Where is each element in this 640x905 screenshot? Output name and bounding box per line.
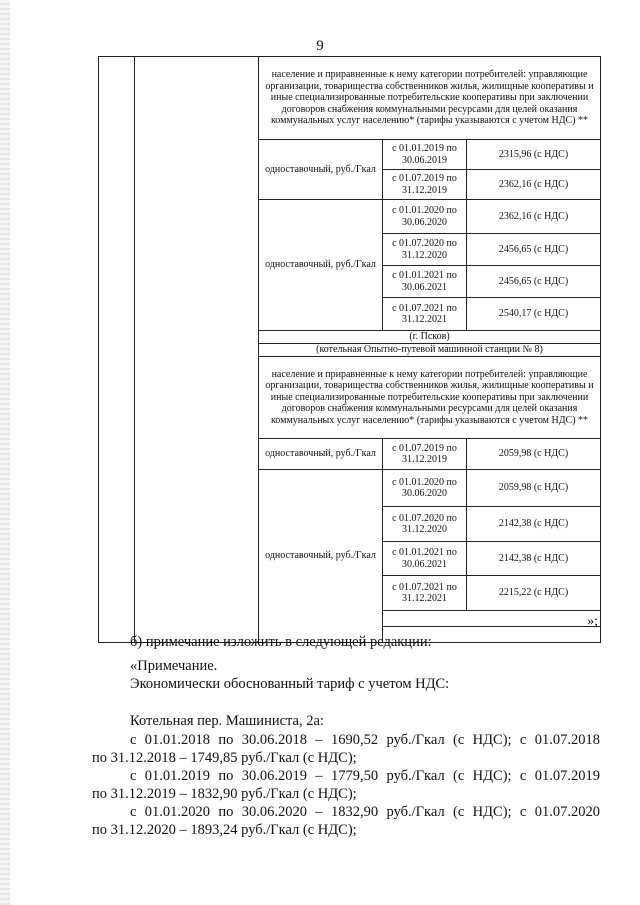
tariff-line-2020-a: с 01.01.2020 по 30.06.2020 – 1832,90 руб./Гкал (с НДС); с 01.07.2020: [130, 804, 600, 820]
period-cell: с 01.01.2019 по 30.06.2019: [383, 140, 467, 170]
scan-left-edge: [0, 0, 10, 905]
period-cell: с 01.07.2019 по 31.12.2019: [383, 170, 467, 200]
tariff-type-cell: одноставочный, руб./Гкал: [259, 439, 383, 470]
tariff-line-2019-b: по 31.12.2019 – 1832,90 руб./Гкал (с НДС);: [92, 786, 357, 802]
period-cell: с 01.01.2020 по 30.06.2020: [383, 470, 467, 507]
value-cell: 2456,65 (с НДС): [467, 266, 601, 298]
paragraph-b: б) примечание изложить в следующей редакции:: [130, 634, 432, 650]
consumers-cell-2: население и приравненные к нему категории потребителей: управляющие организации, товарищества собственников жилья, жилищные кооперативы и иные специализированные потребительские кооперативы при заключении договоров снабжения коммунальными ресурсами для целей оказания коммунальных услуг населению* (тарифы указываются с учетом НДС) **: [259, 357, 601, 439]
tariff-line-2020-b: по 31.12.2020 – 1893,24 руб./Гкал (с НДС);: [92, 822, 357, 838]
tariff-line-2018-b: по 31.12.2018 – 1749,85 руб./Гкал (с НДС);: [92, 750, 357, 766]
page-number: 9: [316, 38, 324, 54]
economic-tariff-heading: Экономически обоснованный тариф с учетом НДС:: [130, 676, 450, 692]
period-cell: с 01.07.2019 по 31.12.2019: [383, 439, 467, 470]
value-cell: 2362,16 (с НДС): [467, 170, 601, 200]
empty-cell: [383, 611, 601, 627]
period-cell: с 01.07.2021 по 31.12.2021: [383, 298, 467, 331]
tariff-type-cell: одноставочный, руб./Гкал: [259, 470, 383, 643]
value-cell: 2456,65 (с НДС): [467, 234, 601, 266]
value-cell: 2540,17 (с НДС): [467, 298, 601, 331]
tariff-type-cell: одноставочный, руб./Гкал: [259, 200, 383, 331]
period-cell: с 01.07.2020 по 31.12.2020: [383, 234, 467, 266]
consumers-cell-1: население и приравненные к нему категории потребителей: управляющие организации, товарищества собственников жилья, жилищные кооперативы и иные специализированные потребительские кооперативы при заключении договоров снабжения коммунальными ресурсами для целей оказания коммунальных услуг населению* (тарифы указываются с учетом НДС) **: [259, 57, 601, 140]
period-cell: с 01.01.2020 по 30.06.2020: [383, 200, 467, 234]
table-col-1: [99, 57, 135, 643]
closing-quote: »;: [587, 614, 598, 629]
period-cell: с 01.01.2021 по 30.06.2021: [383, 542, 467, 576]
city-row: (г. Псков): [259, 331, 601, 344]
period-cell: с 01.07.2020 по 31.12.2020: [383, 507, 467, 542]
note-heading: «Примечание.: [130, 658, 218, 674]
period-cell: с 01.01.2021 по 30.06.2021: [383, 266, 467, 298]
value-cell: 2059,98 (с НДС): [467, 439, 601, 470]
tariff-type-cell: одноставочный, руб./Гкал: [259, 140, 383, 200]
table-col-2: [135, 57, 259, 643]
boiler-address: Котельная пер. Машиниста, 2а:: [130, 713, 324, 729]
tariff-line-2018-a: с 01.01.2018 по 30.06.2018 – 1690,52 руб./Гкал (с НДС); с 01.07.2018: [130, 732, 600, 748]
value-cell: 2142,38 (с НДС): [467, 542, 601, 576]
station-row: (котельная Опытно-путевой машинной станции № 8): [259, 344, 601, 357]
tariff-table: [98, 56, 601, 643]
value-cell: 2315,96 (с НДС): [467, 140, 601, 170]
value-cell: 2362,16 (с НДС): [467, 200, 601, 234]
value-cell: 2215,22 (с НДС): [467, 576, 601, 611]
tariff-line-2019-a: с 01.01.2019 по 30.06.2019 – 1779,50 руб./Гкал (с НДС); с 01.07.2019: [130, 768, 600, 784]
period-cell: с 01.07.2021 по 31.12.2021: [383, 576, 467, 611]
value-cell: 2142,38 (с НДС): [467, 507, 601, 542]
value-cell: 2059,98 (с НДС): [467, 470, 601, 507]
